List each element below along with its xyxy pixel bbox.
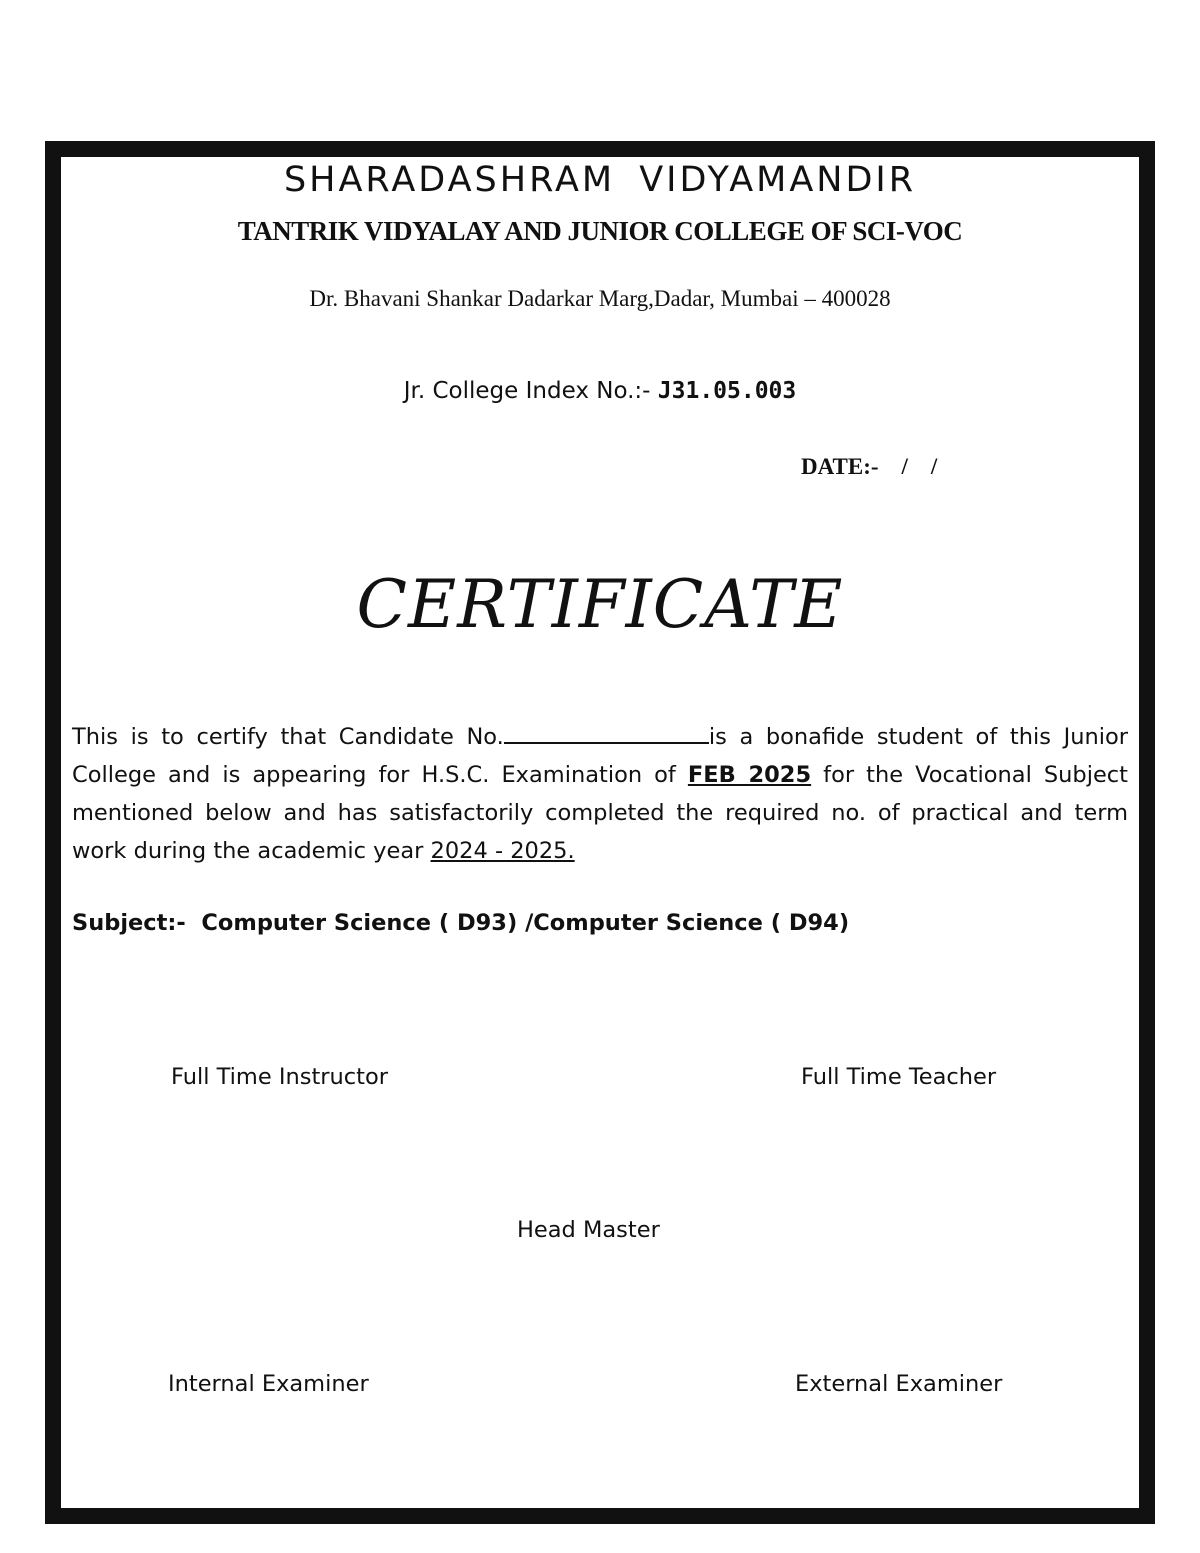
subject-value: Computer Science ( D93) /Computer Science ( D94) [185,910,850,936]
signature-full-time-instructor: Full Time Instructor [171,1064,389,1090]
subject-line [72,910,849,936]
body-part-1: This is to certify that Candidate No. [72,724,504,750]
exam-session: FEB 2025 [687,762,812,788]
signature-external-examiner: External Examiner [795,1371,1003,1397]
certificate-title: CERTIFICATE [356,566,844,643]
school-address: Dr. Bhavani Shankar Dadarkar Marg,Dadar, Mumbai – 400028 [309,286,891,311]
date-field: DATE:- / / [801,454,938,479]
index-value: J31.05.003 [657,378,797,404]
body-part-3: for the Vocational Subject mentioned below and has satisfactorily completed the required no. of practical and term work during the academic year [72,762,1128,864]
body-part-2: is a bonafide student of this Junior College and is appearing for H.S.C. Examination of [72,724,1128,788]
index-label: Jr. College Index No.:- [403,378,658,404]
certificate-body [72,718,1128,870]
college-index-line [45,378,1155,404]
signature-internal-examiner: Internal Examiner [168,1371,369,1397]
college-name: TANTRIK VIDYALAY AND JUNIOR COLLEGE OF SCI-VOC [237,216,963,246]
signature-full-time-teacher: Full Time Teacher [801,1064,997,1090]
academic-year: 2024 - 2025. [430,838,575,864]
signature-head-master: Head Master [517,1217,660,1243]
subject-label: Subject:- [72,910,186,936]
candidate-number-blank [504,720,709,744]
school-name: SHARADASHRAM VIDYAMANDIR [283,160,917,200]
